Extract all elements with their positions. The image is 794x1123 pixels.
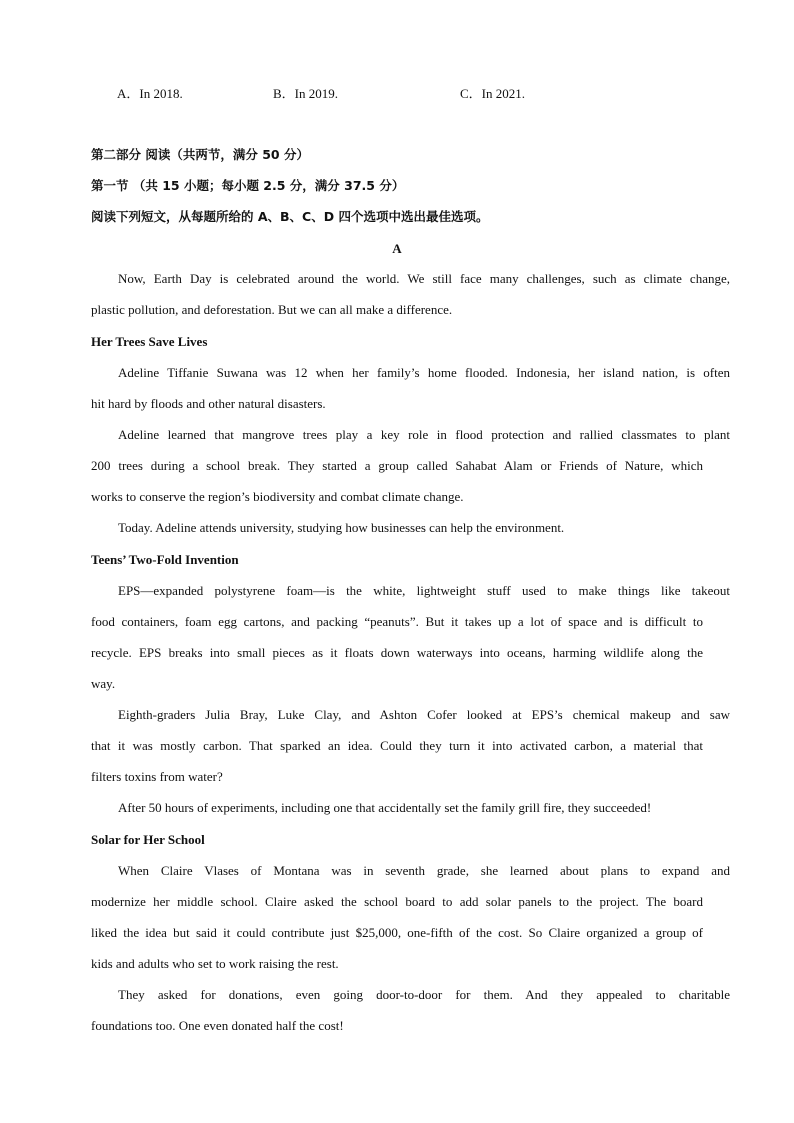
section-title: Solar for Her School	[91, 832, 205, 847]
paragraph-line: They asked for donations, even going door-to-door for them. And they appealed to charitable	[118, 987, 730, 1002]
section-heading: 第一节 （共 15 小题；每小题 2.5 分，满分 37.5 分）	[91, 178, 405, 193]
section-title: Her Trees Save Lives	[91, 334, 208, 349]
paragraph-line: filters toxins from water?	[91, 769, 223, 784]
paragraph-line: Today. Adeline attends university, studying how businesses can help the environment.	[118, 520, 565, 535]
option-b: B．In 2019.	[273, 86, 339, 101]
part-heading: 第二部分 阅读（共两节，满分 50 分）	[91, 147, 309, 162]
instruction-text: 阅读下列短文，从每题所给的 A、B、C、D 四个选项中选出最佳选项。	[91, 209, 489, 224]
paragraph-line: 200 trees during a school break. They started a group called Sahabat Alam or Friends of Nature, which	[91, 458, 703, 473]
paragraph-line: food containers, foam egg cartons, and packing “peanuts”. But it takes up a lot of space and is difficult to	[91, 614, 703, 629]
paragraph-line: foundations too. One even donated half the cost!	[91, 1018, 344, 1033]
paragraph-line: works to conserve the region’s biodiversity and combat climate change.	[91, 489, 464, 504]
paragraph-line: hit hard by floods and other natural disasters.	[91, 396, 326, 411]
intro-line: plastic pollution, and deforestation. But we can all make a difference.	[91, 302, 453, 317]
paragraph-line: recycle. EPS breaks into small pieces as it floats down waterways into oceans, harming wildlife along the	[91, 645, 703, 660]
paragraph-line: Eighth-graders Julia Bray, Luke Clay, and Ashton Cofer looked at EPS’s chemical makeup and saw	[118, 707, 730, 722]
paragraph-line: When Claire Vlases of Montana was in seventh grade, she learned about plans to expand and	[118, 863, 730, 878]
paragraph-line: modernize her middle school. Claire asked the school board to add solar panels to the project. The board	[91, 894, 703, 909]
paragraph-line: Adeline Tiffanie Suwana was 12 when her family’s home flooded. Indonesia, her island nation, is often	[118, 365, 730, 380]
option-c: C．In 2021.	[460, 86, 526, 101]
passage-label: A	[392, 241, 402, 256]
option-a: A．In 2018.	[117, 86, 183, 101]
section-title: Teens’ Two-Fold Invention	[91, 552, 239, 567]
paragraph-line: After 50 hours of experiments, including one that accidentally set the family grill fire, they succeeded!	[118, 800, 652, 815]
paragraph-line: that it was mostly carbon. That sparked an idea. Could they turn it into activated carbon, a material that	[91, 738, 703, 753]
paragraph-line: liked the idea but said it could contribute just $25,000, one-fifth of the cost. So Claire organized a group of	[91, 925, 703, 940]
paragraph-line: EPS—expanded polystyrene foam—is the white, lightweight stuff used to make things like takeout	[118, 583, 730, 598]
paragraph-line: way.	[91, 676, 116, 691]
paragraph-line: kids and adults who set to work raising the rest.	[91, 956, 339, 971]
intro-line: Now, Earth Day is celebrated around the world. We still face many challenges, such as climate change,	[118, 271, 730, 286]
paragraph-line: Adeline learned that mangrove trees play a key role in flood protection and rallied classmates to plant	[118, 427, 730, 442]
